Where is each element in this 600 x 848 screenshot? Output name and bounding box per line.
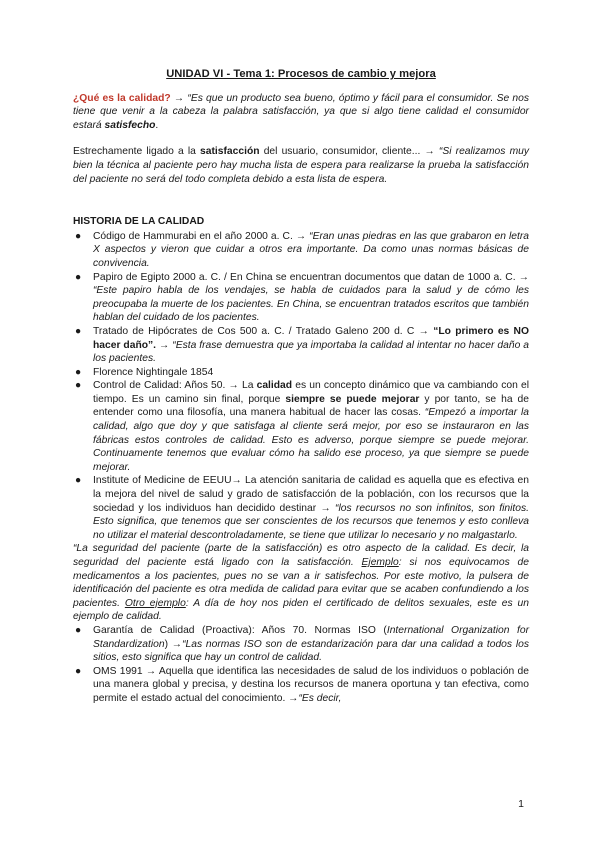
- page-title: UNIDAD VI - Tema 1: Procesos de cambio y mejora: [166, 68, 436, 80]
- history-list: [73, 230, 529, 543]
- list-item-iom: ● Institute of Medicine de EEUU→ La atención sanitaria de calidad es aquella que es efectiva en la mejora del nivel de salud y grado de satisfacción de la población, con los recursos que la sociedad y los individuos han decidido destinar → “los recursos no son infinitos, son finitos. Esto significa, que tenemos que ser conscientes de los recursos que tenemos y esto conlleva no utilizar el material descontroladamente, se tiene que utilizar lo necesario y no malgastarlo.: [75, 475, 529, 541]
- list-item-hammurabi: ● Código de Hammurabi en el año 2000 a. C. → “Eran unas piedras en las que grabaron en letra X aspectos y vieron que cuidar a otros era importante. Da como unas normas básicas de convivencia.: [75, 230, 529, 269]
- history-heading: HISTORIA DE LA CALIDAD: [73, 216, 205, 228]
- page-number: 1: [518, 798, 524, 810]
- list-item-nightingale: ● Florence Nightingale 1854: [75, 366, 214, 378]
- bullet-icon: ●: [75, 624, 82, 636]
- bullet-icon: ●: [75, 271, 82, 283]
- list-item-oms: ● OMS 1991 → Aquella que identifica las necesidades de salud de los individuos o población de una manera global y precisa, y destina los recursos de manera oportuna y tan efectiva, como permite el estado actual del conocimiento. →“Es decir,: [75, 665, 529, 704]
- bullet-icon: ●: [75, 665, 82, 677]
- question-heading: ¿Qué es la calidad?: [73, 92, 171, 104]
- safety-note: “La seguridad del paciente (parte de la satisfacción) es otro aspecto de la calidad. Es decir, la seguridad del paciente está ligado con la satisfacción. Ejemplo: si nos equivocamos de medicamentos a los pacientes, pues no se van a ir satisfechos. Por este motivo, la pulsera de identificación del paciente es otra medida de calidad para evitar que se acaben confundiendo a los pacientes. Otro ejemplo: A día de hoy nos piden el certificado de delitos sexuales, este es un ejemplo de calidad.: [73, 543, 529, 623]
- bullet-icon: ●: [75, 475, 82, 487]
- list-item-control: ● Control de Calidad: Años 50. → La calidad es un concepto dinámico que va cambiando con el tiempo. Es un camino sin final, porque siempre se puede mejorar y por tanto, se ha de entender como una filosofía, una manera habitual de hacer las cosas. “Empezó a importar la calidad, algo que doy y que satisfaga al cliente será mejor, por eso se instauraron en las fábricas estos controles de calidad. Esto es adverso, porque siempre se puede mejorar. Continuamente tenemos que evaluar cómo ha salido ese proceso, ya que siempre se puede mejorar.: [75, 380, 529, 473]
- list-item-egipto: ● Papiro de Egipto 2000 a. C. / En China se encuentran documentos que datan de 1000 a. C. → “Este papiro habla de los vendajes, se habla de cuidados para la salud y de cómo les preocupaba la muerte de los pacientes. En China, se encuentran tratados escritos que también hablan del cuidado de los pacientes.: [75, 271, 529, 324]
- list-item-hipocrates: ● Tratado de Hipócrates de Cos 500 a. C. / Tratado Galeno 200 d. C → “Lo primero es NO hacer daño”. → “Esta frase demuestra que ya importaba la calidad al intentar no hacer daño a los pacientes.: [75, 325, 530, 365]
- bullet-icon: ●: [75, 380, 82, 392]
- history-list-continued: [73, 624, 529, 706]
- bullet-icon: ●: [75, 366, 82, 378]
- bullet-icon: ●: [75, 230, 82, 242]
- intro-paragraph: ¿Qué es la calidad? → “Es que un producto sea bueno, óptimo y fácil para el consumidor. Se nos tiene que venir a la cabeza la palabra satisfacción, ya que si algo tiene calidad el consumidor estará satisfecho.: [73, 92, 529, 131]
- bullet-icon: ●: [75, 325, 82, 337]
- satisfaction-paragraph: Estrechamente ligado a la satisfacción del usuario, consumidor, cliente... → “Si realizamos muy bien la técnica al paciente pero hay mucha lista de espera para realizarse la prueba la satisfacción del paciente no será del todo completa debido a esta lista de espera.: [73, 146, 530, 185]
- list-item-garantia: ● Garantía de Calidad (Proactiva): Años 70. Normas ISO (International Organization for Standardization) →“Las normas ISO son de estandarización para dar una calidad a todos los sitios, esto significa que hay un control de calidad.: [75, 624, 529, 664]
- document-page: [73, 68, 529, 706]
